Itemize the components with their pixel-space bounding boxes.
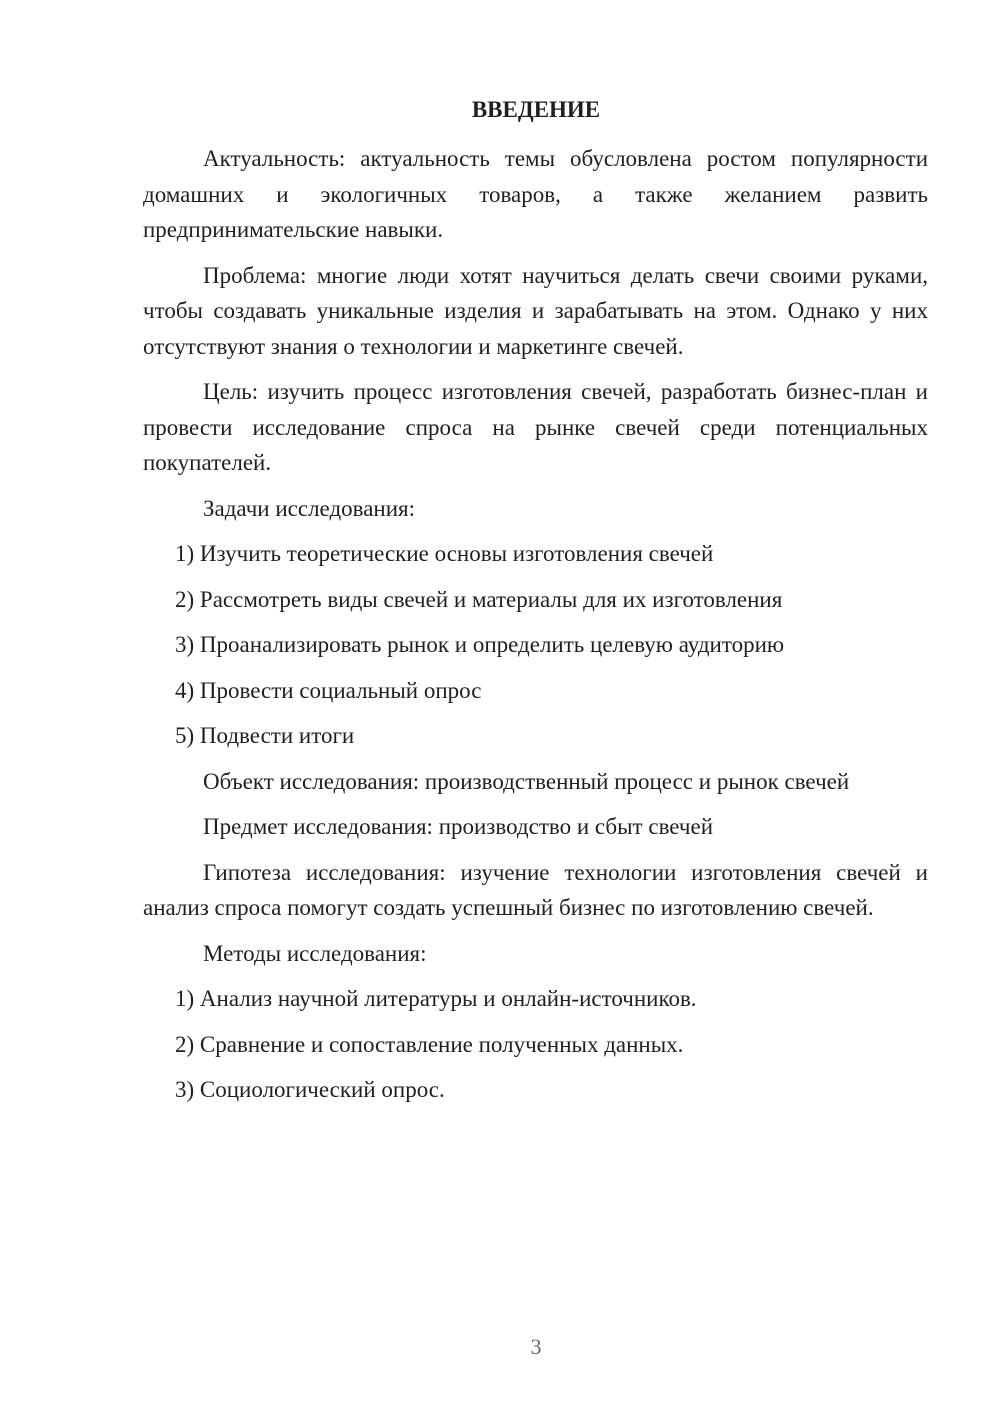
method-item: 1) Анализ научной литературы и онлайн-источников. xyxy=(175,986,697,1011)
task-item: 3) Проанализировать рынок и определить целевую аудиторию xyxy=(175,632,785,657)
page-content xyxy=(143,141,928,1118)
method-item: 2) Сравнение и сопоставление полученных данных. xyxy=(175,1031,684,1057)
hypothesis-paragraph: Гипотеза исследования: изучение технологии изготовления свечей и анализ спроса помогут создать успешный бизнес по изготовлению свечей. xyxy=(143,859,928,920)
task-item: 2) Рассмотреть виды свечей и материалы для их изготовления xyxy=(175,586,783,612)
page-title: ВВЕДЕНИЕ xyxy=(471,97,601,122)
object-paragraph: Объект исследования: производственный процесс и рынок свечей xyxy=(203,768,850,794)
relevance-paragraph: Актуальность: актуальность темы обусловлена ростом популярности домашних и экологичных товаров, а также желанием развить предпринимательские навыки. xyxy=(143,146,928,242)
method-item: 3) Социологический опрос. xyxy=(175,1077,445,1102)
task-item: 4) Провести социальный опрос xyxy=(175,677,482,703)
problem-paragraph: Проблема: многие люди хотят научиться делать свечи своими руками, чтобы создавать уникальные изделия и зарабатывать на этом. Однако у них отсутствуют знания о технологии и маркетинге свечей. xyxy=(143,262,928,359)
tasks-heading: Задачи исследования: xyxy=(203,495,416,521)
page-number: 3 xyxy=(530,1334,542,1359)
goal-paragraph: Цель: изучить процесс изготовления свечей, разработать бизнес-план и провести исследование спроса на рынке свечей среди потенциальных покупателей. xyxy=(143,379,928,475)
subject-paragraph: Предмет исследования: производство и сбыт свечей xyxy=(203,814,714,839)
methods-heading: Методы исследования: xyxy=(203,940,427,966)
task-item: 5) Подвести итоги xyxy=(175,723,355,748)
task-item: 1) Изучить теоретические основы изготовления свечей xyxy=(175,541,714,566)
